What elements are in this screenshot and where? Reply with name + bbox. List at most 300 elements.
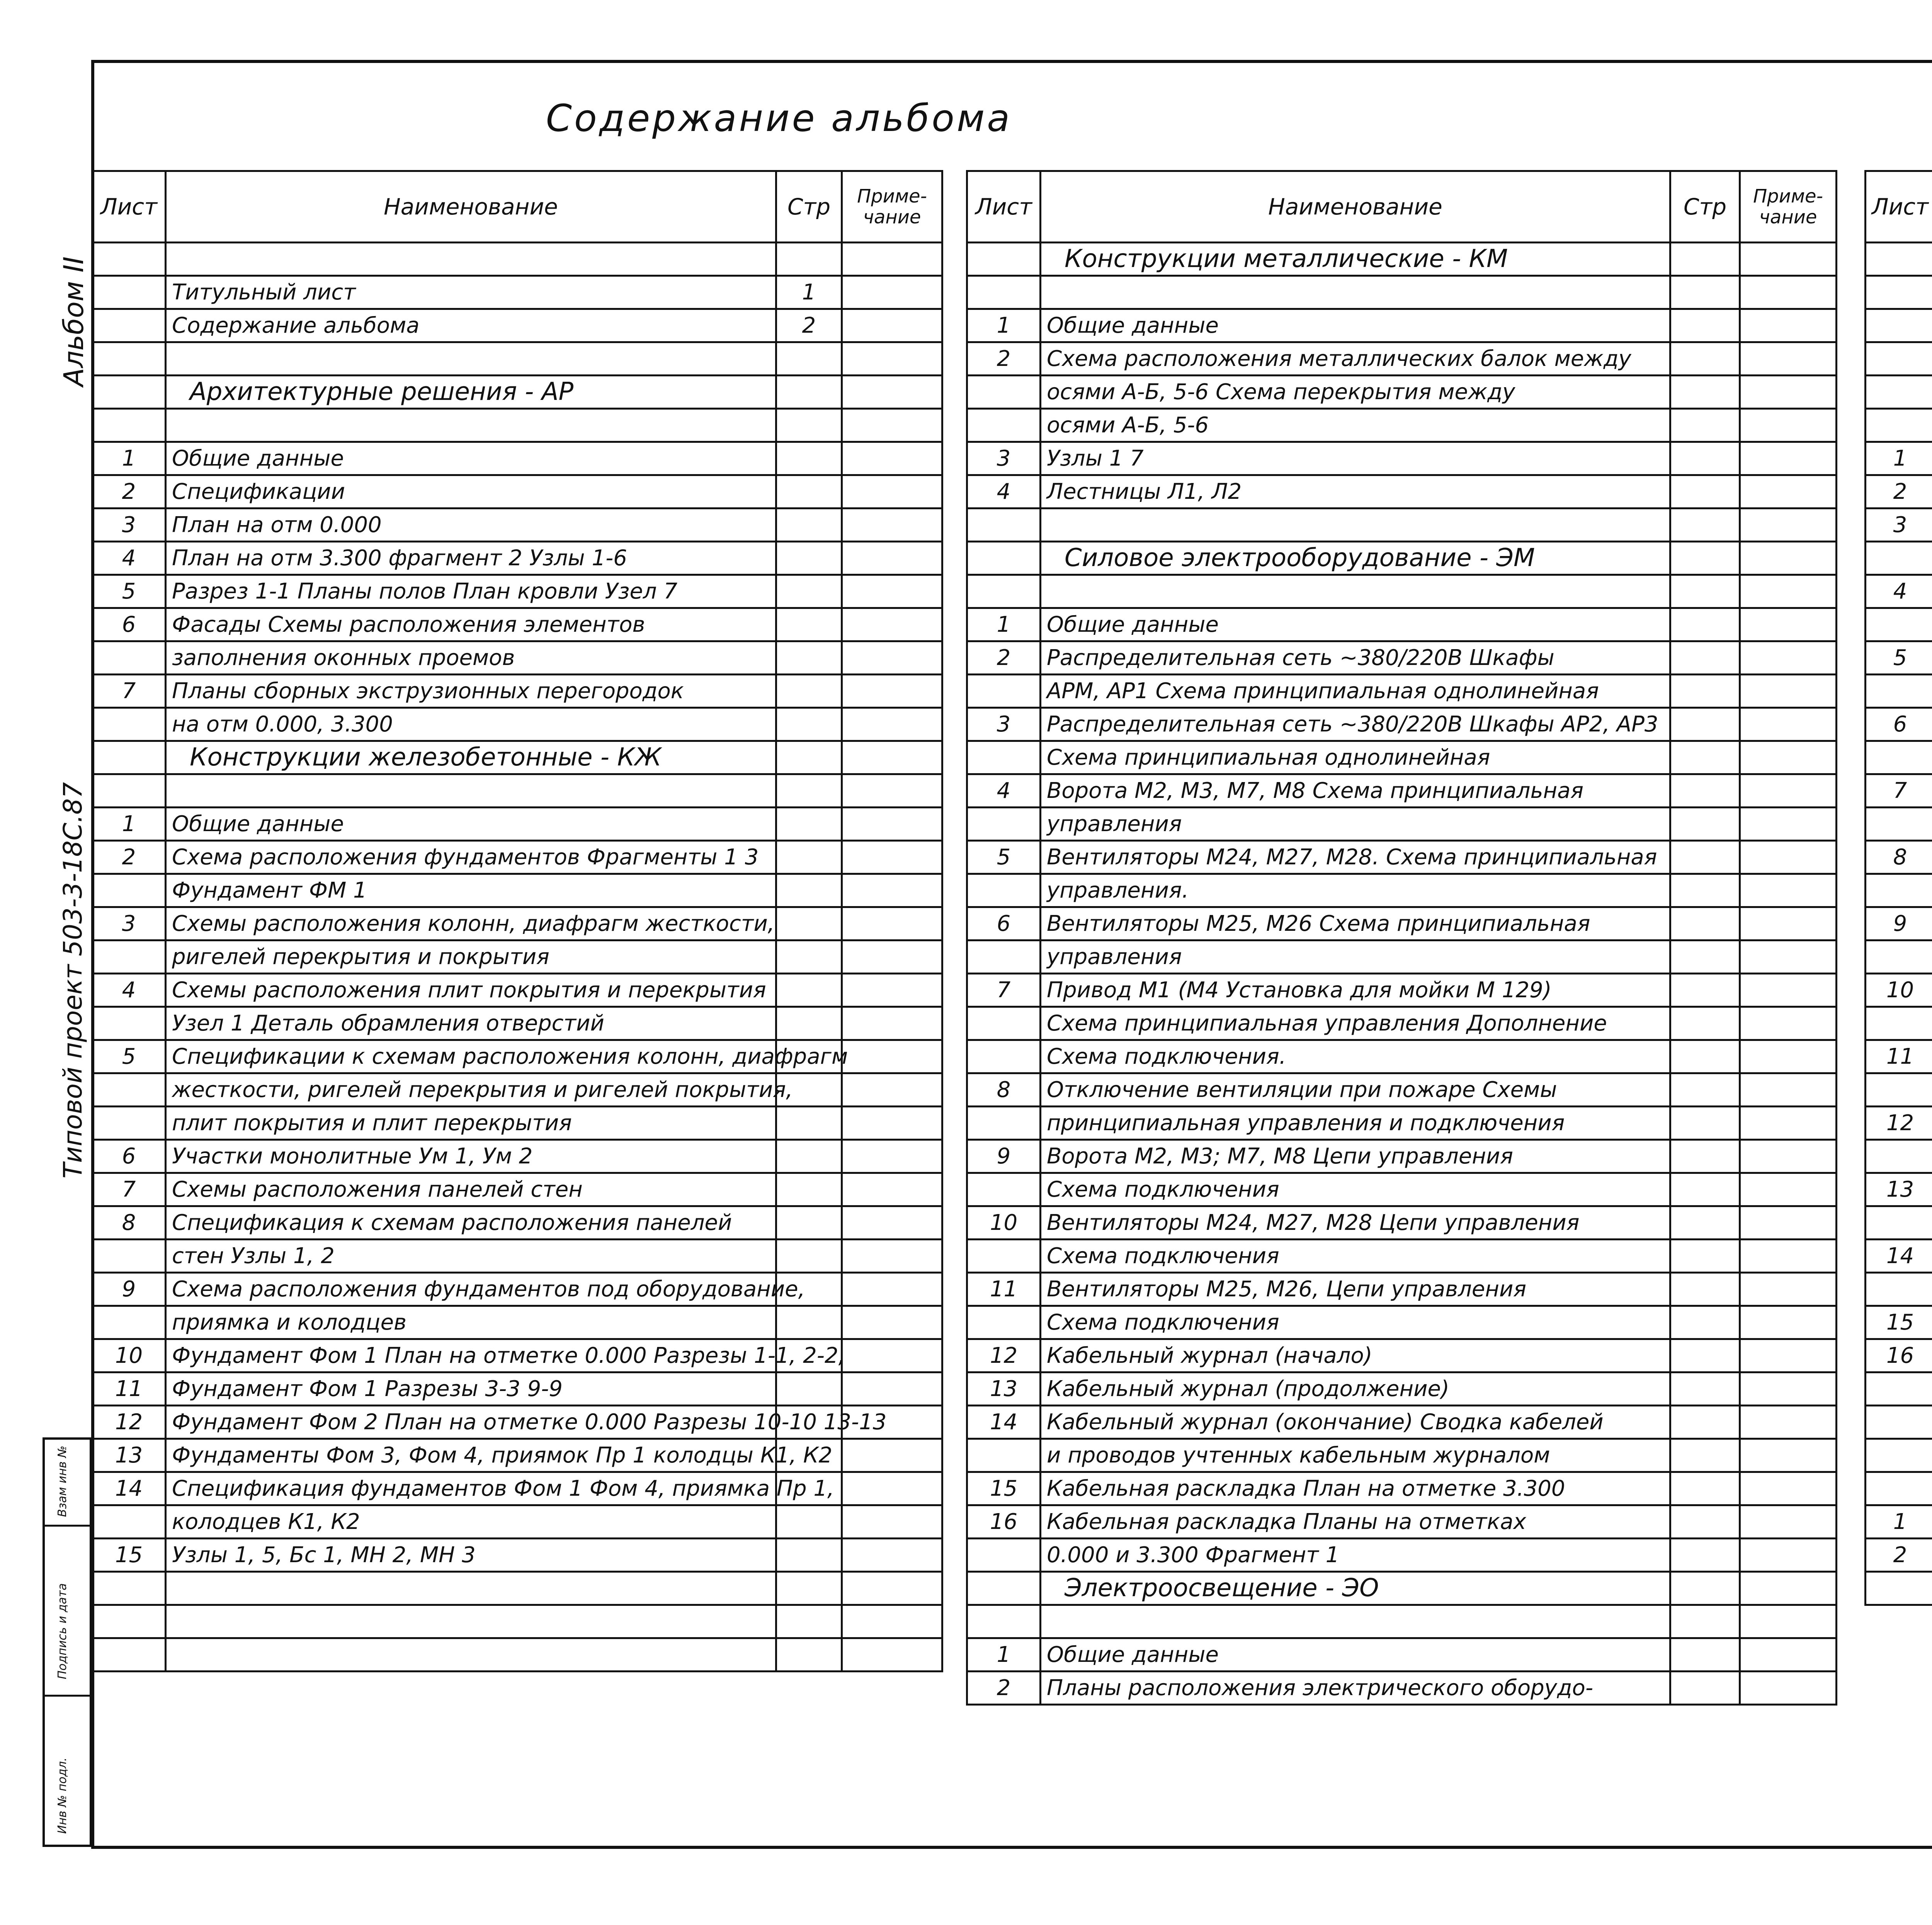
- note-cell: [842, 1472, 942, 1505]
- note-cell: [842, 641, 942, 675]
- item-name: [1041, 1605, 1670, 1638]
- sheet-number: 7: [92, 675, 166, 708]
- note-cell: [1740, 1240, 1837, 1273]
- item-name: Привод М1 (М4 Установка для мойки М 129): [1041, 974, 1670, 1007]
- page-ref: [1670, 243, 1740, 276]
- table-row: [967, 1339, 1837, 1372]
- page-ref: [776, 575, 842, 608]
- sheet-number: [1866, 1572, 1932, 1605]
- sheet-number: [967, 376, 1041, 409]
- table-row: [967, 243, 1837, 276]
- note-cell: [842, 1372, 942, 1406]
- sheet-number: [92, 1572, 166, 1605]
- table-row: [92, 1107, 942, 1140]
- note-cell: [1740, 1140, 1837, 1173]
- page-ref: [1670, 1107, 1740, 1140]
- item-name: Схема расположения фундаментов Фрагменты 1 3: [166, 841, 776, 874]
- header-note: Приме- чание: [842, 171, 942, 243]
- sheet-number: 6: [967, 907, 1041, 940]
- item-name: Узел 1 Деталь обрамления отверстий: [166, 1007, 776, 1040]
- item-name: управления.: [1041, 874, 1670, 907]
- item-name: Спецификации: [166, 475, 776, 508]
- table-row: [92, 1040, 942, 1073]
- table-row: [1866, 475, 1932, 508]
- page-ref: [776, 808, 842, 841]
- table-row: [1866, 1173, 1932, 1206]
- sheet-number: 6: [92, 1140, 166, 1173]
- table-row: [1866, 442, 1932, 475]
- approval-strip: [43, 1437, 92, 1847]
- table-row: [967, 1140, 1837, 1173]
- sheet-number: 16: [967, 1505, 1041, 1539]
- table-row: [92, 243, 942, 276]
- note-cell: [1740, 276, 1837, 309]
- sheet-number: 9: [1866, 907, 1932, 940]
- page-ref: [1670, 1605, 1740, 1638]
- item-name: Вентиляторы М24, М27, М28 Цепи управления: [1041, 1206, 1670, 1240]
- page-ref: [1670, 907, 1740, 940]
- table-row: [92, 907, 942, 940]
- table-row: [92, 542, 942, 575]
- note-cell: [842, 1140, 942, 1173]
- section-heading: Электроосвещение - ЭО: [1041, 1572, 1670, 1605]
- album-label: Альбом II: [58, 256, 90, 386]
- sheet-number: 3: [967, 708, 1041, 741]
- note-cell: [1740, 741, 1837, 774]
- sheet-number: 3: [1866, 508, 1932, 542]
- table-row: [1866, 309, 1932, 342]
- sheet-number: 13: [1866, 1173, 1932, 1206]
- sheet-number: [1866, 1140, 1932, 1173]
- item-name: Схема подключения: [1041, 1240, 1670, 1273]
- page-ref: [1670, 1339, 1740, 1372]
- note-cell: [1740, 1539, 1837, 1572]
- item-name: АРМ, АР1 Схема принципиальная однолинейная: [1041, 675, 1670, 708]
- sheet-number: 1: [1866, 1505, 1932, 1539]
- note-cell: [1740, 1107, 1837, 1140]
- sheet-number: [967, 808, 1041, 841]
- table-row: [967, 774, 1837, 808]
- note-cell: [842, 309, 942, 342]
- item-name: План на отм 0.000: [166, 508, 776, 542]
- item-name: Отключение вентиляции при пожаре Схемы: [1041, 1073, 1670, 1107]
- note-cell: [1740, 641, 1837, 675]
- sheet-number: [967, 1306, 1041, 1339]
- page-ref: [1670, 508, 1740, 542]
- note-cell: [842, 1173, 942, 1206]
- page-ref: [776, 907, 842, 940]
- note-cell: [1740, 874, 1837, 907]
- sheet-number: [1866, 276, 1932, 309]
- table-row: [92, 1372, 942, 1406]
- sheet-number: [967, 1107, 1041, 1140]
- sheet-number: [967, 675, 1041, 708]
- page-ref: [1670, 376, 1740, 409]
- note-cell: [1740, 774, 1837, 808]
- header-sheet: Лист: [1866, 171, 1932, 243]
- item-name: Схема принципиальная однолинейная: [1041, 741, 1670, 774]
- item-name: [166, 1572, 776, 1605]
- table-row: [967, 1372, 1837, 1406]
- item-name: Схема подключения: [1041, 1306, 1670, 1339]
- page-ref: [776, 1173, 842, 1206]
- sheet-number: 4: [1866, 575, 1932, 608]
- contents-table-3: [1864, 170, 1932, 1606]
- sheet-number: [1866, 542, 1932, 575]
- table-row: [967, 841, 1837, 874]
- sheet-number: 13: [967, 1372, 1041, 1406]
- item-name: Фундамент ФМ 1: [166, 874, 776, 907]
- note-cell: [842, 276, 942, 309]
- sheet-number: 11: [1866, 1040, 1932, 1073]
- sheet-number: 1: [967, 608, 1041, 641]
- table-row: [1866, 1572, 1932, 1605]
- note-cell: [1740, 1505, 1837, 1539]
- table-row: [92, 1638, 942, 1672]
- item-name: Общие данные: [166, 808, 776, 841]
- sheet-number: 1: [92, 442, 166, 475]
- table-row: [92, 1073, 942, 1107]
- page-ref: [776, 874, 842, 907]
- sheet-number: [1866, 1439, 1932, 1472]
- item-name: и проводов учтенных кабельным журналом: [1041, 1439, 1670, 1472]
- table-row: [967, 376, 1837, 409]
- note-cell: [1740, 342, 1837, 376]
- page-ref: [1670, 841, 1740, 874]
- sheet-number: [967, 409, 1041, 442]
- table-row: [92, 376, 942, 409]
- sheet-number: [92, 1505, 166, 1539]
- table-row: [1866, 1406, 1932, 1439]
- item-name: Общие данные: [1041, 1638, 1670, 1672]
- page-ref: [776, 1505, 842, 1539]
- page-ref: [776, 442, 842, 475]
- note-cell: [1740, 1672, 1837, 1705]
- item-name: Распределительная сеть ~380/220В Шкафы: [1041, 641, 1670, 675]
- table-row: [1866, 1040, 1932, 1073]
- item-name: Кабельная раскладка План на отметке 3.300: [1041, 1472, 1670, 1505]
- table-row: [967, 974, 1837, 1007]
- sheet-number: [1866, 1406, 1932, 1439]
- page-ref: [776, 1007, 842, 1040]
- page-ref: [1670, 608, 1740, 641]
- note-cell: [842, 1273, 942, 1306]
- sheet-number: [1866, 1273, 1932, 1306]
- note-cell: [842, 1007, 942, 1040]
- table-row: [967, 708, 1837, 741]
- sheet-number: 4: [92, 974, 166, 1007]
- table-row: [967, 1505, 1837, 1539]
- section-heading: Конструкции металлические - КМ: [1041, 243, 1670, 276]
- table-row: [1866, 1372, 1932, 1406]
- sheet-number: [92, 1306, 166, 1339]
- item-name: Кабельный журнал (начало): [1041, 1339, 1670, 1372]
- item-name: принципиальная управления и подключения: [1041, 1107, 1670, 1140]
- table-row: [1866, 1073, 1932, 1107]
- note-cell: [1740, 675, 1837, 708]
- table-row: [92, 276, 942, 309]
- contents-table-1: [91, 170, 943, 1672]
- table-row: [1866, 874, 1932, 907]
- item-name: Титульный лист: [166, 276, 776, 309]
- page-ref: [1670, 1173, 1740, 1206]
- item-name: [1041, 575, 1670, 608]
- header-note: Приме- чание: [1740, 171, 1837, 243]
- page-ref: [776, 1572, 842, 1605]
- page-ref: [1670, 940, 1740, 974]
- item-name: Спецификация фундаментов Фом 1 Фом 4, приямка Пр 1,: [166, 1472, 776, 1505]
- table-row: [1866, 1240, 1932, 1273]
- note-cell: [842, 1638, 942, 1672]
- sheet-number: [1866, 741, 1932, 774]
- sheet-number: 2: [92, 475, 166, 508]
- table-row: [92, 1505, 942, 1539]
- note-cell: [1740, 974, 1837, 1007]
- table-row: [92, 1273, 942, 1306]
- page-ref: [1670, 1306, 1740, 1339]
- item-name: заполнения оконных проемов: [166, 641, 776, 675]
- strip-label-sign: Подпись и дата: [56, 1583, 69, 1679]
- sheet-number: 11: [967, 1273, 1041, 1306]
- note-cell: [842, 376, 942, 409]
- table-row: [92, 575, 942, 608]
- page-ref: [1670, 1073, 1740, 1107]
- table-row: [1866, 907, 1932, 940]
- sheet-number: [967, 1605, 1041, 1638]
- header-page: Стр: [1670, 171, 1740, 243]
- note-cell: [842, 774, 942, 808]
- table-row: [1866, 774, 1932, 808]
- sheet-number: [92, 1605, 166, 1638]
- table-row: [1866, 1472, 1932, 1505]
- page-ref: [1670, 1040, 1740, 1073]
- sheet-number: 10: [92, 1339, 166, 1372]
- item-name: Узлы 1, 5, Бс 1, МН 2, МН 3: [166, 1539, 776, 1572]
- sheet-number: 14: [92, 1472, 166, 1505]
- strip-cell-replace: [45, 1440, 90, 1527]
- page-ref: [776, 641, 842, 675]
- note-cell: [842, 1073, 942, 1107]
- table-row: [967, 1240, 1837, 1273]
- note-cell: [1740, 1439, 1837, 1472]
- item-name: [166, 1605, 776, 1638]
- item-name: жесткости, ригелей перекрытия и ригелей покрытия,: [166, 1073, 776, 1107]
- strip-label-inv: Инв № подл.: [56, 1757, 69, 1834]
- page-ref: [1670, 1372, 1740, 1406]
- note-cell: [842, 907, 942, 940]
- sheet-number: 15: [967, 1472, 1041, 1505]
- item-name: управления: [1041, 940, 1670, 974]
- table-row: [92, 841, 942, 874]
- page-ref: [776, 1539, 842, 1572]
- note-cell: [842, 1306, 942, 1339]
- header-sheet: Лист: [967, 171, 1041, 243]
- sheet-number: [92, 641, 166, 675]
- sheet-number: 8: [1866, 841, 1932, 874]
- note-cell: [842, 808, 942, 841]
- sheet-number: 2: [967, 641, 1041, 675]
- note-cell: [1740, 1339, 1837, 1372]
- item-name: Схема расположения фундаментов под оборудование,: [166, 1273, 776, 1306]
- table-row: [92, 708, 942, 741]
- sheet-number: 10: [967, 1206, 1041, 1240]
- table-row: [1866, 1273, 1932, 1306]
- item-name: Разрез 1-1 Планы полов План кровли Узел 7: [166, 575, 776, 608]
- item-name: Лестницы Л1, Л2: [1041, 475, 1670, 508]
- note-cell: [842, 741, 942, 774]
- table-row: [92, 1339, 942, 1372]
- note-cell: [1740, 575, 1837, 608]
- item-name: Фундамент Фом 1 Разрезы 3-3 9-9: [166, 1372, 776, 1406]
- table-row: [92, 741, 942, 774]
- table-row: [1866, 708, 1932, 741]
- table-row: [1866, 376, 1932, 409]
- sheet-number: 1: [92, 808, 166, 841]
- sheet-number: 5: [92, 575, 166, 608]
- item-name: Вентиляторы М24, М27, М28. Схема принципиальная: [1041, 841, 1670, 874]
- sheet-number: 2: [92, 841, 166, 874]
- page-ref: [1670, 1140, 1740, 1173]
- table-row: [967, 1073, 1837, 1107]
- sheet-number: [967, 741, 1041, 774]
- note-cell: [1740, 1173, 1837, 1206]
- page-ref: [1670, 475, 1740, 508]
- page-ref: [1670, 309, 1740, 342]
- sheet-number: [92, 409, 166, 442]
- item-name: осями А-Б, 5-6 Схема перекрытия между: [1041, 376, 1670, 409]
- note-cell: [1740, 508, 1837, 542]
- sheet-number: 2: [1866, 1539, 1932, 1572]
- sheet-number: [1866, 243, 1932, 276]
- sheet-number: 5: [967, 841, 1041, 874]
- sheet-number: 3: [967, 442, 1041, 475]
- page-ref: [776, 508, 842, 542]
- sheet-number: 4: [967, 475, 1041, 508]
- note-cell: [842, 1240, 942, 1273]
- sheet-number: 7: [92, 1173, 166, 1206]
- note-cell: [842, 1339, 942, 1372]
- page-ref: [1670, 342, 1740, 376]
- sheet-number: [92, 1638, 166, 1672]
- page-ref: [1670, 1505, 1740, 1539]
- table-row: [967, 874, 1837, 907]
- page-ref: [776, 1240, 842, 1273]
- sheet-number: 8: [92, 1206, 166, 1240]
- note-cell: [842, 974, 942, 1007]
- item-name: Схема подключения: [1041, 1173, 1670, 1206]
- sheet-number: [1866, 940, 1932, 974]
- page-ref: [776, 376, 842, 409]
- sheet-number: [1866, 409, 1932, 442]
- page-ref: [1670, 808, 1740, 841]
- item-name: Схемы расположения плит покрытия и перекрытия: [166, 974, 776, 1007]
- table-row: [967, 475, 1837, 508]
- sheet-number: [967, 542, 1041, 575]
- item-name: План на отм 3.300 фрагмент 2 Узлы 1-6: [166, 542, 776, 575]
- page-ref: [776, 342, 842, 376]
- table-row: [1866, 974, 1932, 1007]
- item-name: Общие данные: [166, 442, 776, 475]
- page-ref: [776, 1206, 842, 1240]
- sheet-number: [92, 376, 166, 409]
- table-row: [1866, 608, 1932, 641]
- item-name: Схема расположения металлических балок между: [1041, 342, 1670, 376]
- item-name: Ворота М2, М3, М7, М8 Схема принципиальная: [1041, 774, 1670, 808]
- item-name: колодцев К1, К2: [166, 1505, 776, 1539]
- item-name: 0.000 и 3.300 Фрагмент 1: [1041, 1539, 1670, 1572]
- item-name: Ворота М2, М3; М7, М8 Цепи управления: [1041, 1140, 1670, 1173]
- sheet-number: 14: [967, 1406, 1041, 1439]
- sheet-number: 1: [1866, 442, 1932, 475]
- sheet-number: [1866, 1472, 1932, 1505]
- table-row: [967, 1206, 1837, 1240]
- sheet-number: 16: [1866, 1339, 1932, 1372]
- note-cell: [842, 1605, 942, 1638]
- page-ref: [1670, 874, 1740, 907]
- note-cell: [842, 1107, 942, 1140]
- note-cell: [842, 675, 942, 708]
- section-heading: Конструкции железобетонные - КЖ: [166, 741, 776, 774]
- table-row: [967, 741, 1837, 774]
- page-ref: [1670, 708, 1740, 741]
- note-cell: [1740, 442, 1837, 475]
- sheet-number: [92, 1240, 166, 1273]
- sheet-number: 7: [967, 974, 1041, 1007]
- sheet-number: [967, 508, 1041, 542]
- sheet-number: [1866, 1372, 1932, 1406]
- page-title: Содержание альбома: [546, 97, 1012, 140]
- page-ref: [1670, 675, 1740, 708]
- sheet-number: [92, 1073, 166, 1107]
- note-cell: [1740, 907, 1837, 940]
- sheet-number: [92, 1107, 166, 1140]
- header-name: Наименование: [1041, 171, 1670, 243]
- note-cell: [1740, 243, 1837, 276]
- project-label: Типовой проект 503-3-18С.87: [58, 782, 88, 1178]
- sheet-number: 10: [1866, 974, 1932, 1007]
- page-ref: [776, 1372, 842, 1406]
- table-row: [967, 342, 1837, 376]
- table-row: [92, 1539, 942, 1572]
- note-cell: [842, 608, 942, 641]
- sheet-number: [1866, 808, 1932, 841]
- page-ref: [776, 774, 842, 808]
- table-row: [967, 1306, 1837, 1339]
- item-name: Схемы расположения панелей стен: [166, 1173, 776, 1206]
- table-row: [92, 1007, 942, 1040]
- table-row: [1866, 808, 1932, 841]
- item-name: Общие данные: [1041, 309, 1670, 342]
- table-row: [1866, 409, 1932, 442]
- note-cell: [1740, 841, 1837, 874]
- table-row: [92, 442, 942, 475]
- table-row: [92, 1605, 942, 1638]
- item-name: плит покрытия и плит перекрытия: [166, 1107, 776, 1140]
- sheet-number: 2: [967, 1672, 1041, 1705]
- sheet-number: 12: [1866, 1107, 1932, 1140]
- page-ref: [776, 1107, 842, 1140]
- sheet-number: [967, 1240, 1041, 1273]
- page-ref: [1670, 1472, 1740, 1505]
- page-ref: [1670, 974, 1740, 1007]
- sheet-number: 12: [967, 1339, 1041, 1372]
- table-row: [1866, 1539, 1932, 1572]
- item-name: на отм 0.000, 3.300: [166, 708, 776, 741]
- table-row: [1866, 276, 1932, 309]
- note-cell: [1740, 1040, 1837, 1073]
- table-row: [1866, 1007, 1932, 1040]
- sheet-number: [92, 309, 166, 342]
